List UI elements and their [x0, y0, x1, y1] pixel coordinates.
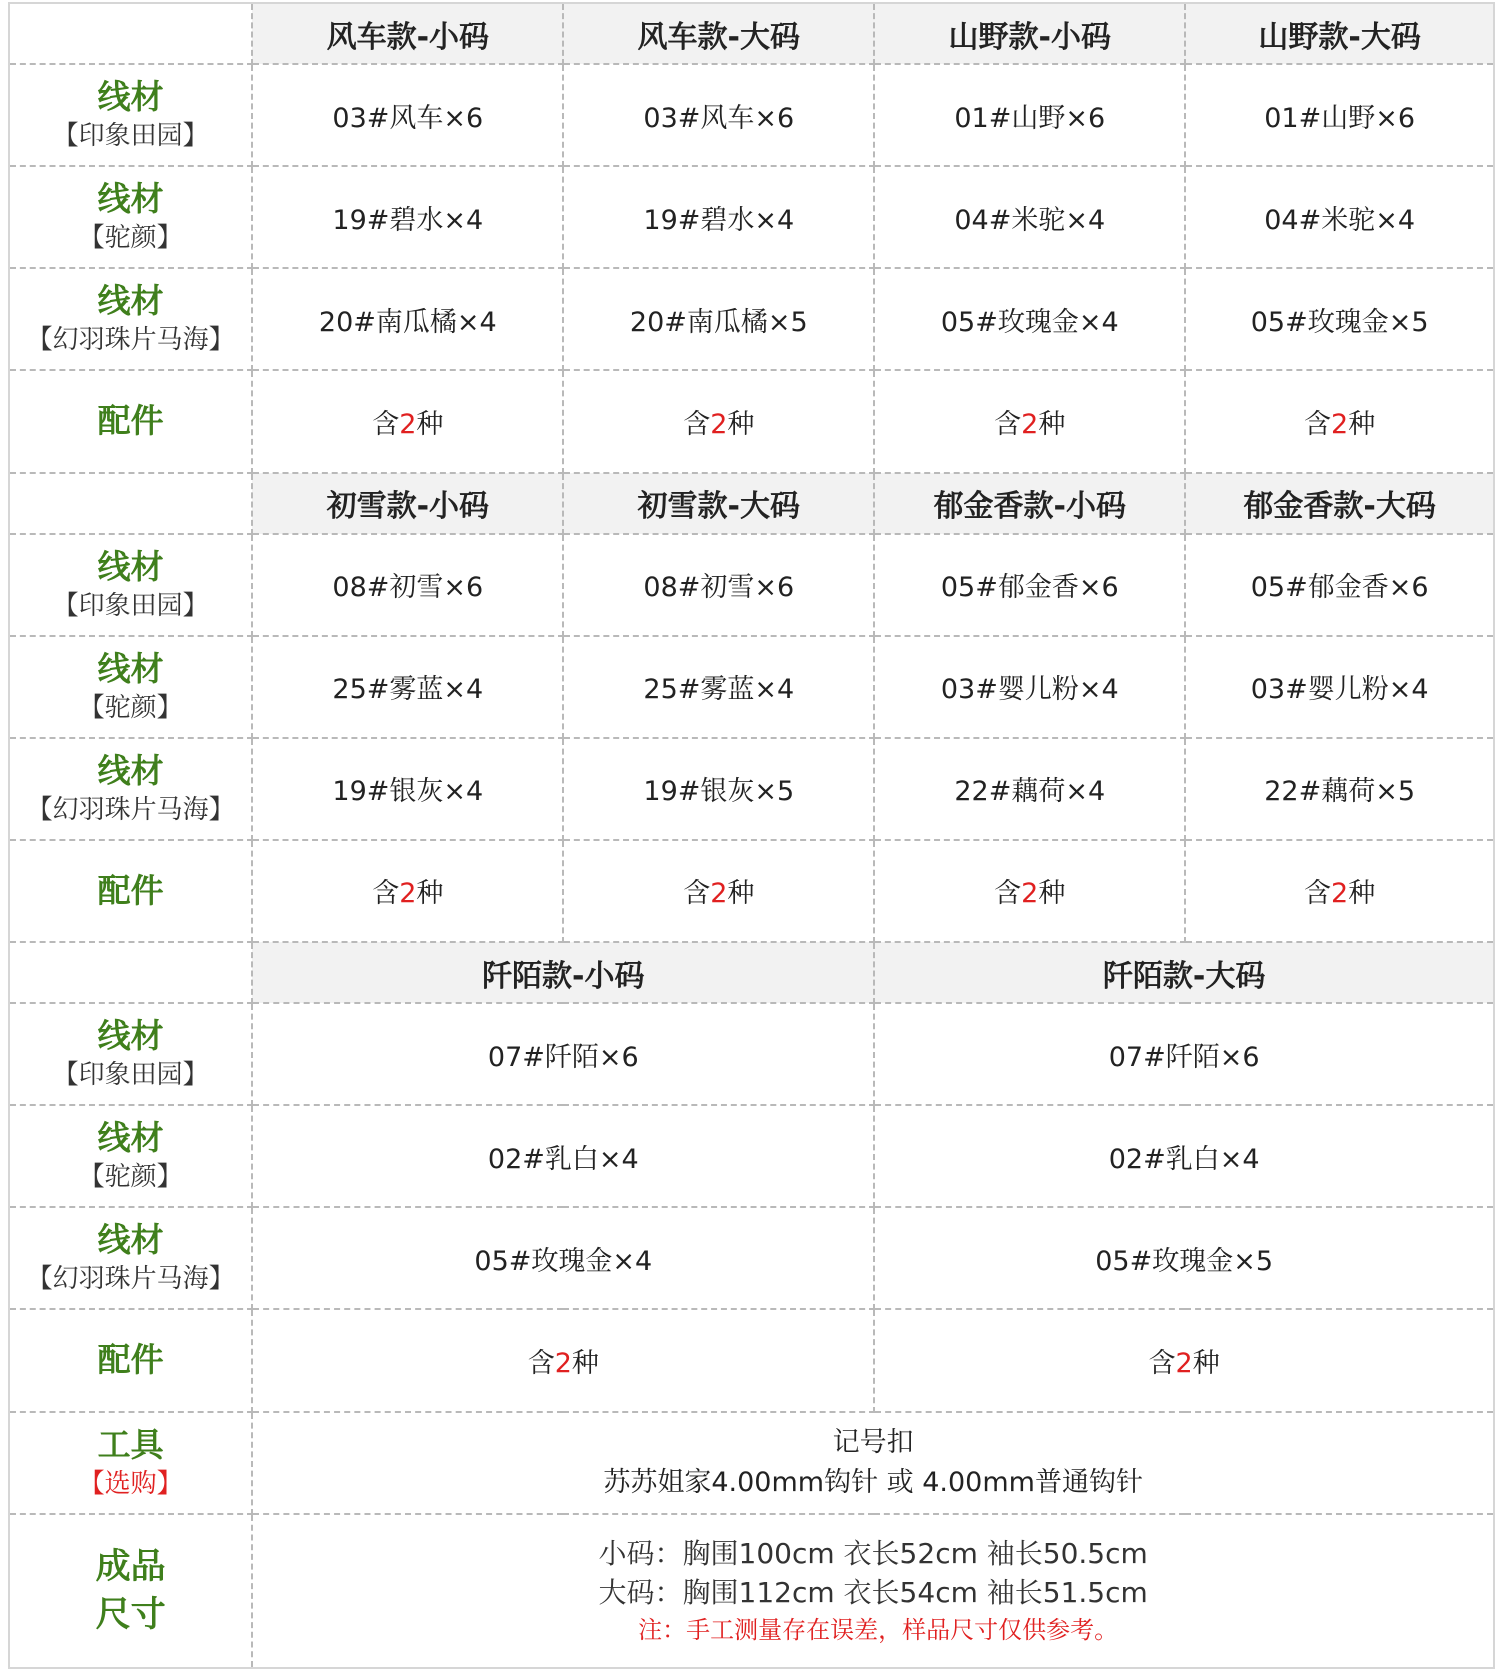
accessory-prefix: 含 — [527, 1347, 555, 1379]
optional-purchase-label: 【选购】 — [78, 1468, 183, 1499]
accessory-cell — [1185, 370, 1493, 472]
accessory-count: 2 — [1021, 408, 1039, 440]
accessory-count: 2 — [1331, 878, 1349, 910]
row-label-brand: 【印象田园】 — [52, 1060, 209, 1091]
row-label — [10, 636, 252, 738]
accessory-count: 2 — [399, 878, 417, 910]
accessory-suffix: 种 — [1348, 878, 1376, 910]
accessory-cell — [874, 840, 1185, 942]
table-row — [10, 64, 1493, 166]
yarn-cell: 05#郁金香×6 — [874, 534, 1185, 636]
row-label-title: 尺寸 — [95, 1594, 166, 1635]
row-label-brand: 【幻羽珠片马海】 — [26, 325, 235, 356]
block1-header-row — [10, 4, 1493, 64]
accessory-cell — [874, 370, 1185, 472]
accessory-prefix: 含 — [683, 878, 711, 910]
yarn-cell: 07#阡陌×6 — [252, 1003, 874, 1105]
tool-item: 记号扣 — [832, 1426, 914, 1458]
table-row — [10, 1105, 1493, 1207]
table-row — [10, 166, 1493, 268]
yarn-cell: 03#风车×6 — [563, 64, 874, 166]
yarn-cell: 19#银灰×5 — [563, 738, 874, 840]
row-label — [10, 1514, 252, 1667]
corner-cell — [10, 4, 252, 64]
yarn-cell: 22#藕荷×4 — [874, 738, 1185, 840]
column-header: 山野款-小码 — [874, 4, 1185, 64]
row-label-title: 线材 — [97, 281, 164, 321]
accessory-prefix: 含 — [1304, 878, 1332, 910]
yarn-cell: 01#山野×6 — [1185, 64, 1493, 166]
column-header: 阡陌款-大码 — [874, 942, 1493, 1003]
column-header: 郁金香款-大码 — [1185, 473, 1493, 534]
tools-cell — [252, 1412, 1493, 1514]
row-label — [10, 534, 252, 636]
row-label-brand: 【幻羽珠片马海】 — [26, 794, 235, 825]
yarn-cell: 07#阡陌×6 — [874, 1003, 1493, 1105]
row-label — [10, 166, 252, 268]
accessory-suffix: 种 — [1192, 1347, 1220, 1379]
row-label-title: 线材 — [97, 1016, 164, 1056]
accessory-cell — [252, 1309, 874, 1411]
yarn-cell: 25#雾蓝×4 — [563, 636, 874, 738]
yarn-cell: 08#初雪×6 — [252, 534, 563, 636]
large-size-line: 大码：胸围112cm 衣长54cm 袖长51.5cm — [598, 1575, 1148, 1609]
size-cell — [252, 1514, 1493, 1667]
row-label-brand: 【驼颜】 — [78, 692, 183, 723]
row-label-brand: 【印象田园】 — [52, 121, 209, 152]
accessory-count: 2 — [710, 878, 728, 910]
accessory-suffix: 种 — [1038, 878, 1066, 910]
accessory-cell — [563, 840, 874, 942]
accessory-row — [10, 370, 1493, 472]
row-label-title: 配件 — [97, 1340, 164, 1380]
block2-header-row — [10, 473, 1493, 534]
table-row — [10, 268, 1493, 370]
yarn-cell: 05#郁金香×6 — [1185, 534, 1493, 636]
table-row — [10, 636, 1493, 738]
accessory-cell — [252, 840, 563, 942]
accessory-row — [10, 840, 1493, 942]
accessory-count: 2 — [710, 408, 728, 440]
row-label-title: 线材 — [97, 1220, 164, 1260]
accessory-prefix: 含 — [994, 878, 1022, 910]
row-label-brand: 【幻羽珠片马海】 — [26, 1264, 235, 1295]
accessory-suffix: 种 — [416, 878, 444, 910]
row-label-brand: 【驼颜】 — [78, 1162, 183, 1193]
column-header: 郁金香款-小码 — [874, 473, 1185, 534]
row-label — [10, 1412, 252, 1514]
row-label — [10, 268, 252, 370]
yarn-cell: 22#藕荷×5 — [1185, 738, 1493, 840]
tool-item: 苏苏姐家4.00mm钩针 或 4.00mm普通钩针 — [603, 1466, 1143, 1498]
row-label-title: 线材 — [97, 546, 164, 586]
column-header: 阡陌款-小码 — [252, 942, 874, 1003]
materials-table — [8, 2, 1495, 1669]
row-label — [10, 840, 252, 942]
column-header: 风车款-大码 — [563, 4, 874, 64]
corner-cell — [10, 942, 252, 1003]
column-header: 初雪款-大码 — [563, 473, 874, 534]
yarn-cell: 02#乳白×4 — [874, 1105, 1493, 1207]
row-label-title: 配件 — [97, 401, 164, 441]
accessory-prefix: 含 — [372, 878, 400, 910]
row-label-title: 配件 — [97, 870, 164, 910]
accessory-row — [10, 1309, 1493, 1411]
accessory-suffix: 种 — [1348, 408, 1376, 440]
accessory-cell — [563, 370, 874, 472]
accessory-suffix: 种 — [1038, 408, 1066, 440]
yarn-cell: 05#玫瑰金×4 — [252, 1207, 874, 1309]
accessory-count: 2 — [1021, 878, 1039, 910]
yarn-cell: 05#玫瑰金×5 — [874, 1207, 1493, 1309]
accessory-suffix: 种 — [727, 878, 755, 910]
accessory-prefix: 含 — [994, 408, 1022, 440]
accessory-count: 2 — [399, 408, 417, 440]
row-label — [10, 738, 252, 840]
accessory-prefix: 含 — [1304, 408, 1332, 440]
accessory-suffix: 种 — [416, 408, 444, 440]
yarn-cell: 25#雾蓝×4 — [252, 636, 563, 738]
accessory-prefix: 含 — [372, 408, 400, 440]
yarn-cell: 19#碧水×4 — [563, 166, 874, 268]
yarn-cell: 04#米驼×4 — [874, 166, 1185, 268]
table-row — [10, 1207, 1493, 1309]
table-row — [10, 1003, 1493, 1105]
row-label — [10, 1309, 252, 1411]
row-label — [10, 1207, 252, 1309]
row-label-title: 线材 — [97, 648, 164, 688]
yarn-cell: 01#山野×6 — [874, 64, 1185, 166]
yarn-cell: 19#银灰×4 — [252, 738, 563, 840]
row-label-title: 线材 — [97, 179, 164, 219]
yarn-cell: 05#玫瑰金×4 — [874, 268, 1185, 370]
row-label — [10, 370, 252, 472]
accessory-count: 2 — [1331, 408, 1349, 440]
row-label-brand: 【印象田园】 — [52, 590, 209, 621]
accessory-count: 2 — [554, 1347, 572, 1379]
table-row — [10, 534, 1493, 636]
measurement-note: 注：手工测量存在误差，样品尺寸仅供参考。 — [638, 1615, 1119, 1644]
accessory-count: 2 — [1175, 1347, 1193, 1379]
row-label-title: 成品 — [95, 1546, 166, 1587]
accessory-cell — [874, 1309, 1493, 1411]
column-header: 初雪款-小码 — [252, 473, 563, 534]
yarn-cell: 20#南瓜橘×4 — [252, 268, 563, 370]
yarn-cell: 20#南瓜橘×5 — [563, 268, 874, 370]
finished-size-row — [10, 1514, 1493, 1667]
materials-grid — [10, 4, 1493, 1667]
block3-header-row — [10, 942, 1493, 1003]
corner-cell — [10, 473, 252, 534]
accessory-suffix: 种 — [727, 408, 755, 440]
column-header: 山野款-大码 — [1185, 4, 1493, 64]
column-header: 风车款-小码 — [252, 4, 563, 64]
row-label — [10, 1105, 252, 1207]
yarn-cell: 04#米驼×4 — [1185, 166, 1493, 268]
yarn-cell: 08#初雪×6 — [563, 534, 874, 636]
row-label — [10, 64, 252, 166]
row-label-title: 线材 — [97, 750, 164, 790]
yarn-cell: 05#玫瑰金×5 — [1185, 268, 1493, 370]
row-label-title: 线材 — [97, 77, 164, 117]
yarn-cell: 03#婴儿粉×4 — [874, 636, 1185, 738]
row-label-title: 工具 — [97, 1424, 164, 1464]
row-label-brand: 【驼颜】 — [78, 223, 183, 254]
yarn-cell: 03#风车×6 — [252, 64, 563, 166]
accessory-cell — [1185, 840, 1493, 942]
row-label — [10, 1003, 252, 1105]
small-size-line: 小码：胸围100cm 衣长52cm 袖长50.5cm — [598, 1536, 1148, 1570]
table-row — [10, 738, 1493, 840]
yarn-cell: 03#婴儿粉×4 — [1185, 636, 1493, 738]
row-label-title: 线材 — [97, 1118, 164, 1158]
tools-row — [10, 1412, 1493, 1514]
accessory-suffix: 种 — [571, 1347, 599, 1379]
accessory-cell — [252, 370, 563, 472]
accessory-prefix: 含 — [1148, 1347, 1176, 1379]
accessory-prefix: 含 — [683, 408, 711, 440]
yarn-cell: 19#碧水×4 — [252, 166, 563, 268]
yarn-cell: 02#乳白×4 — [252, 1105, 874, 1207]
